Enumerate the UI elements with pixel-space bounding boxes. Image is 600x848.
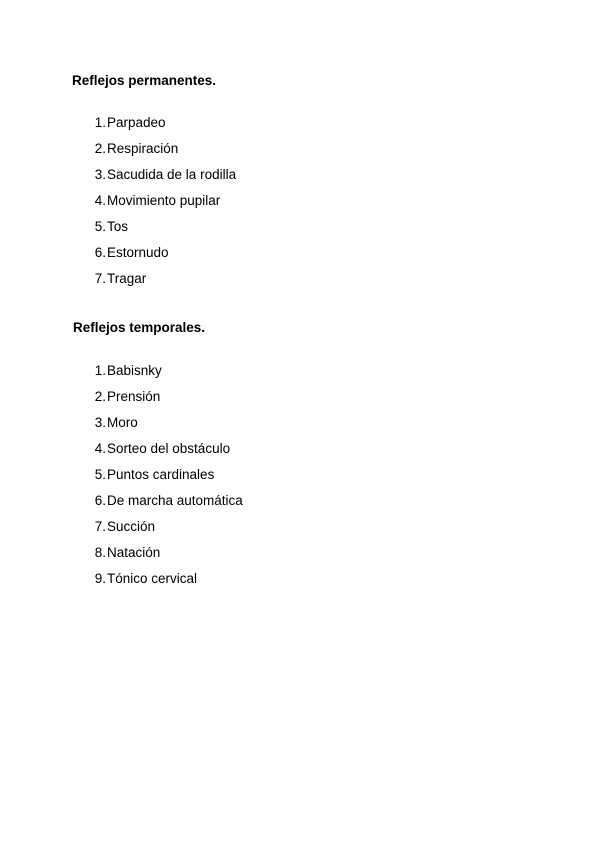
- list-item: [86, 362, 243, 388]
- list-item-number: 3.: [94, 415, 106, 430]
- permanent-reflexes-list: [86, 114, 236, 296]
- temporal-reflexes-list: [86, 362, 243, 596]
- list-item-number: 4.: [94, 441, 106, 456]
- list-item: [86, 244, 236, 270]
- list-item: [86, 140, 236, 166]
- list-item-number: 7.: [94, 519, 106, 534]
- list-item: [86, 192, 236, 218]
- list-item-number: 5.: [94, 219, 106, 234]
- list-item-number: 3.: [94, 167, 106, 182]
- list-item-number: 4.: [94, 193, 106, 208]
- list-item-text: Prensión: [107, 389, 161, 404]
- list-item-text: Moro: [107, 415, 138, 430]
- list-item-number: 1.: [94, 363, 106, 378]
- list-item-text: Respiración: [107, 141, 179, 156]
- list-item-text: Natación: [107, 545, 161, 560]
- list-item-text: Movimiento pupilar: [107, 193, 221, 208]
- list-item: [86, 270, 236, 296]
- list-item: [86, 388, 243, 414]
- section-heading-temporal: Reflejos temporales.: [73, 320, 206, 335]
- list-item: [86, 544, 243, 570]
- list-item-number: 2.: [94, 389, 106, 404]
- list-item-text: Sacudida de la rodilla: [107, 167, 237, 182]
- list-item: [86, 570, 243, 596]
- list-item-text: Parpadeo: [107, 115, 166, 130]
- list-item-number: 6.: [94, 493, 106, 508]
- list-item: [86, 440, 243, 466]
- list-item-text: Babisnky: [107, 363, 162, 378]
- list-item-text: Tos: [107, 219, 129, 234]
- list-item: [86, 218, 236, 244]
- list-item-text: De marcha automática: [107, 493, 243, 508]
- list-item-number: 6.: [94, 245, 106, 260]
- list-item-number: 9.: [94, 571, 106, 586]
- list-item: [86, 414, 243, 440]
- list-item-text: Succión: [107, 519, 156, 534]
- list-item-number: 5.: [94, 467, 106, 482]
- list-item: [86, 518, 243, 544]
- list-item: [86, 166, 236, 192]
- list-item-text: Tragar: [107, 271, 147, 286]
- list-item-number: 7.: [94, 271, 106, 286]
- list-item-number: 8.: [94, 545, 106, 560]
- list-item: [86, 492, 243, 518]
- list-item: [86, 466, 243, 492]
- list-item-text: Puntos cardinales: [107, 467, 215, 482]
- list-item-number: 1.: [94, 115, 106, 130]
- list-item-number: 2.: [94, 141, 106, 156]
- list-item-text: Tónico cervical: [107, 571, 198, 586]
- list-item: [86, 114, 236, 140]
- list-item-text: Sorteo del obstáculo: [107, 441, 231, 456]
- section-heading-permanent: Reflejos permanentes.: [72, 73, 217, 88]
- list-item-text: Estornudo: [107, 245, 169, 260]
